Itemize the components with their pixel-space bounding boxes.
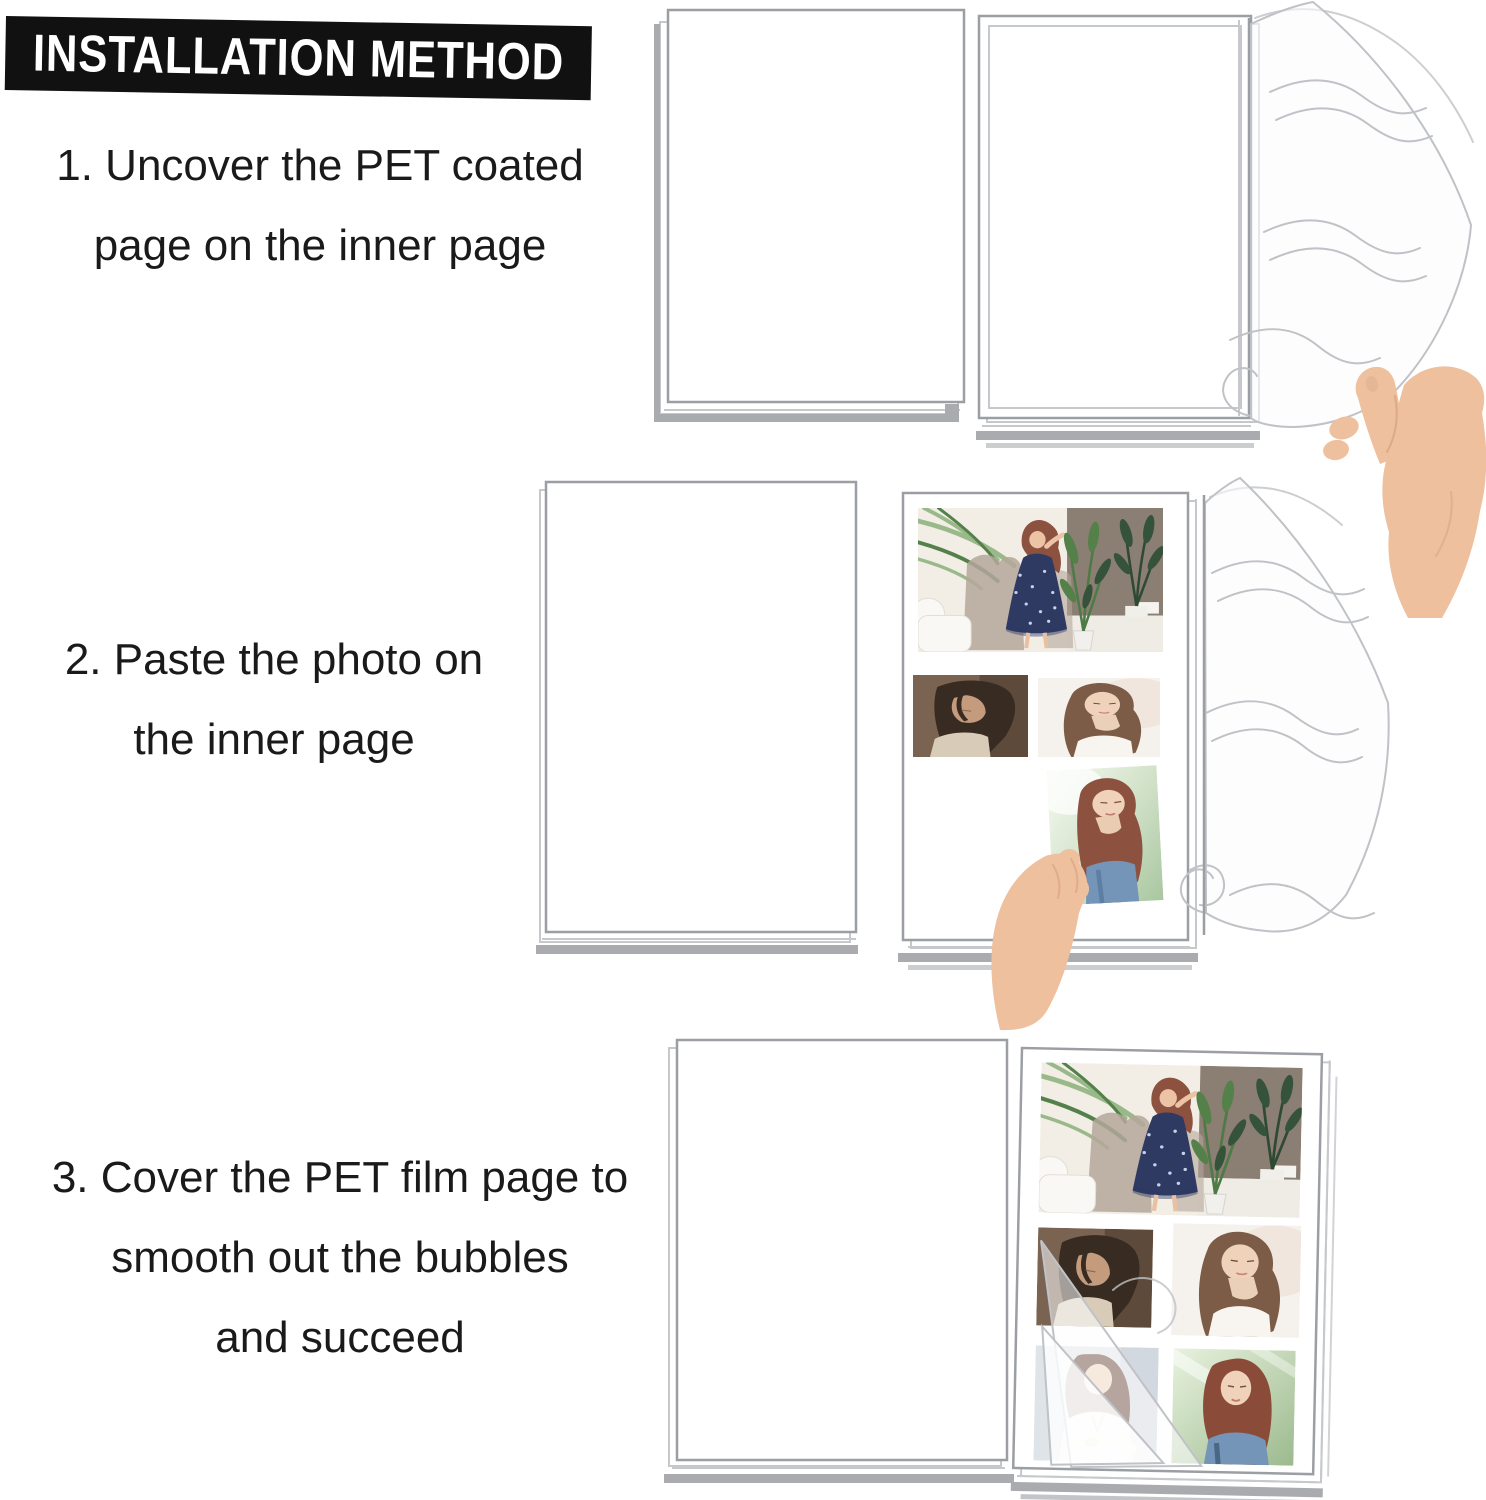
- step-2-text: [0, 620, 548, 780]
- step-2-line-2: the inner page: [133, 715, 415, 764]
- album-left-page: [664, 1040, 1014, 1483]
- photo-woman-navy-dress: [912, 508, 1167, 652]
- album-left-page: [654, 10, 964, 422]
- album-left-page: [536, 482, 858, 954]
- title-banner-label: INSTALLATION METHOD: [32, 24, 565, 92]
- album-right-page: [976, 16, 1260, 448]
- step-3-line-3: and succeed: [215, 1313, 465, 1362]
- illustration-step-3: [650, 1030, 1486, 1500]
- pet-film-page: [1223, 2, 1473, 427]
- step-1-text: [22, 126, 618, 286]
- title-banner: [5, 16, 592, 100]
- album-right-page: [1011, 1048, 1337, 1500]
- illustration-step-2: [530, 475, 1486, 1035]
- step-3-line-1: 3. Cover the PET film page to: [51, 1153, 629, 1202]
- photo-woman-navy-dress: [1032, 1062, 1307, 1218]
- photo-portrait-light: [1038, 678, 1180, 757]
- step-3-text: [14, 1138, 666, 1378]
- photo-portrait-dark: [913, 675, 1028, 757]
- step-3-line-2: smooth out the bubbles: [111, 1233, 569, 1282]
- pet-film-page: [1181, 478, 1389, 935]
- step-2-line-1: 2. Paste the photo on: [64, 635, 484, 684]
- step-1-line-1: 1. Uncover the PET coated: [56, 141, 584, 190]
- step-1-line-2: page on the inner page: [93, 221, 547, 270]
